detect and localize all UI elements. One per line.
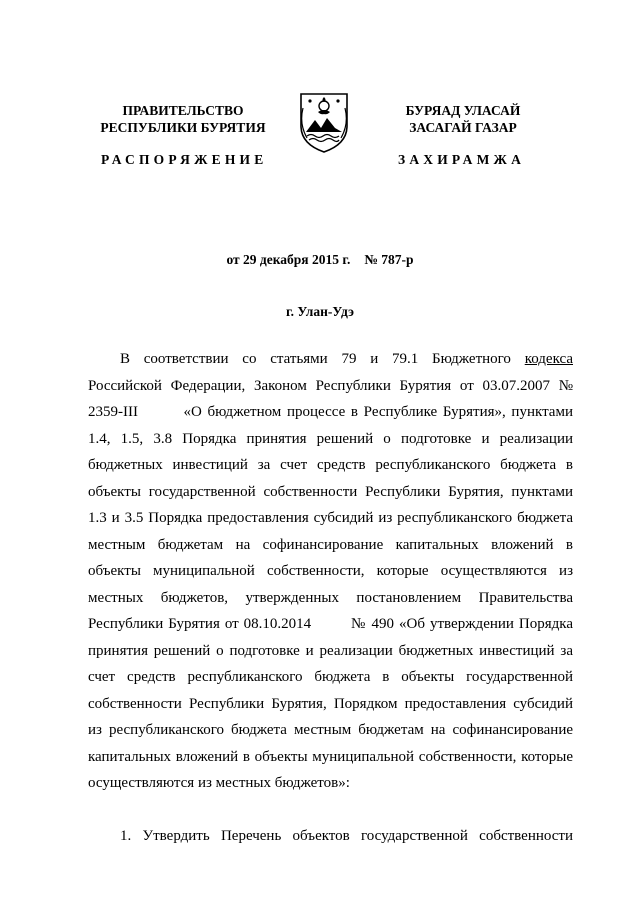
body-line: 1.4, 1.5, 3.8 Порядка принятия решений о подготовке и реализации	[88, 430, 573, 447]
org-name-ru-line1: ПРАВИТЕЛЬСТВО	[122, 103, 244, 118]
body-line: объекты государственной собственности Республики Бурятия, пунктами	[88, 483, 573, 500]
header-right-block	[368, 102, 558, 136]
doc-type-ru: РАСПОРЯЖЕНИЕ	[101, 152, 268, 167]
body-line: Республики Бурятия от 08.10.2014 № 490 «Об утверждении Порядка	[88, 616, 573, 632]
date-number-line	[0, 252, 640, 268]
body-line: осуществляются из местных бюджетов»:	[88, 775, 350, 791]
body-line: 1.3 и 3.5 Порядка предоставления субсидий из республиканского бюджета	[88, 510, 573, 526]
org-name-ru-line2: РЕСПУБЛИКИ БУРЯТИЯ	[100, 120, 266, 135]
body-line: из республиканского бюджета местным бюджетам на софинансирование	[88, 722, 573, 738]
body-line: бюджетных инвестиций за счет средств республиканского бюджета в	[88, 457, 573, 473]
body-line: объекты муниципальной собственности, которые осуществляются из	[88, 563, 573, 579]
body-line: местных бюджетов, утвержденных постановлением Правительства	[88, 589, 573, 606]
body-text	[88, 346, 573, 850]
paragraph-spacer	[88, 797, 573, 824]
body-line: Российской Федерации, Законом Республики Бурятия от 03.07.2007 №	[88, 377, 573, 394]
body-line: собственности Республики Бурятия, Порядком предоставления субсидий	[88, 695, 573, 712]
body-line: счет средств республиканского бюджета в объекты государственной	[88, 669, 573, 685]
org-name-bua-line2: ЗАСАГАЙ ГАЗАР	[409, 120, 517, 135]
document-number: № 787-р	[364, 252, 414, 267]
header-left-block	[88, 102, 278, 136]
coat-of-arms-icon	[297, 88, 351, 154]
body-line: 2359-III «О бюджетном процессе в Республике Бурятия», пунктами	[88, 404, 573, 420]
document-date: от 29 декабря 2015 г.	[226, 252, 351, 267]
city-name: г. Улан-Удэ	[286, 304, 354, 319]
body-line: капитальных вложений в объекты муниципальной собственности, которые	[88, 748, 573, 765]
body-line: принятия решений о подготовке и реализации бюджетных инвестиций за	[88, 642, 573, 659]
org-name-bua-line1: БУРЯАД УЛАСАЙ	[405, 103, 521, 118]
body-line: местным бюджетам на софинансирование капитальных вложений в	[88, 536, 573, 553]
body-line: В соответствии со статьями 79 и 79.1 Бюджетного кодекса	[120, 351, 573, 367]
code-link[interactable]: кодекса	[524, 351, 573, 367]
list-item-1: 1. Утвердить Перечень объектов государственной собственности	[120, 828, 573, 844]
doc-type-bua: ЗАХИРАМЖА	[398, 152, 526, 167]
